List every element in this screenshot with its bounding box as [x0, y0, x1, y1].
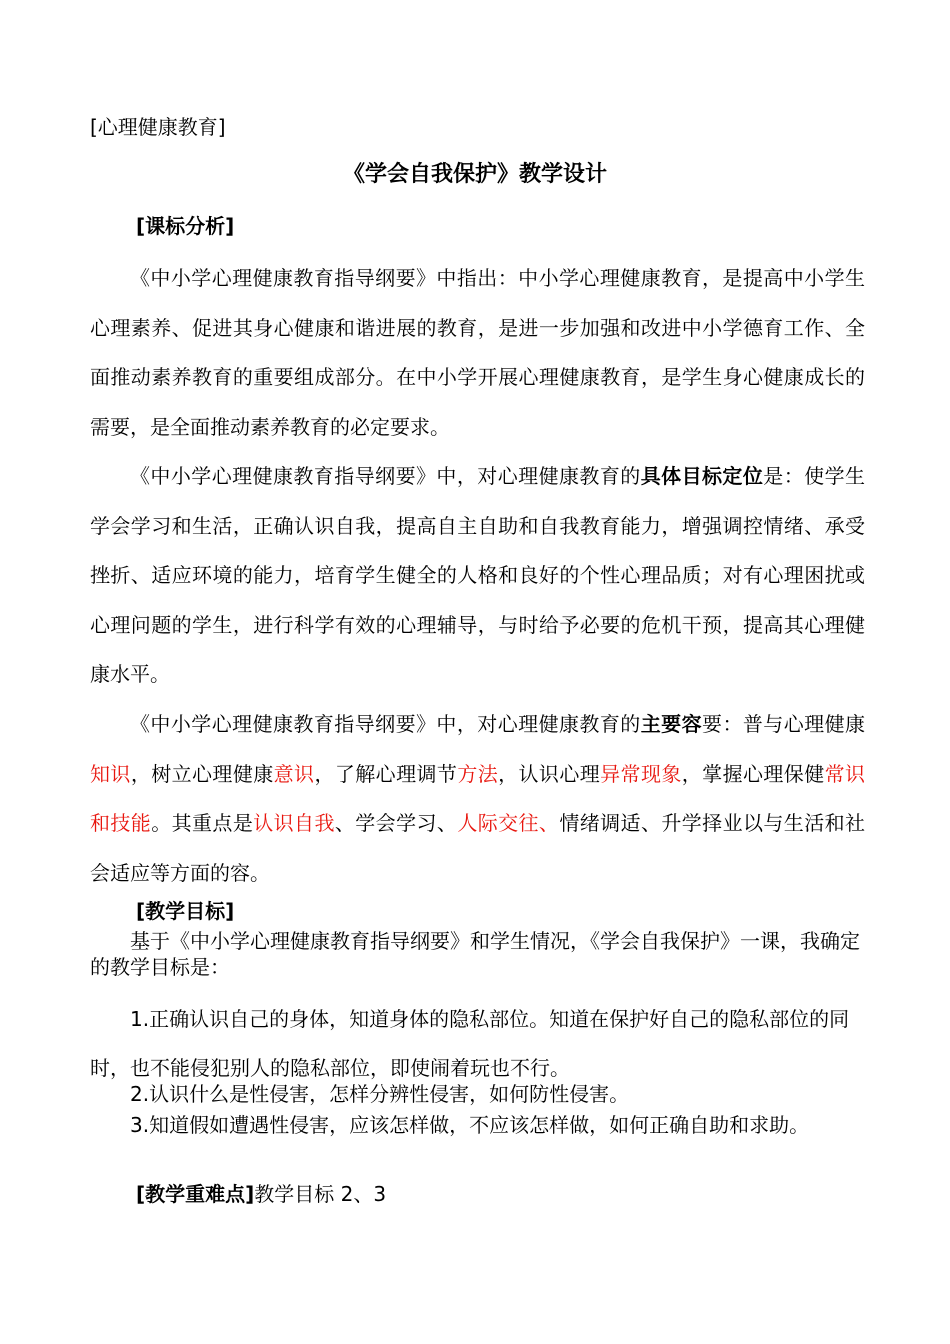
paragraph-text: 情绪调适、升学择业以与生活和社会适应等方面的容。 [90, 811, 866, 885]
goals-intro: 基于《中小学心理健康教育指导纲要》和学生情况，《学会自我保护》一课，我确定的教学目标是： [90, 929, 860, 979]
paragraph-text: 。其重点是 [151, 811, 254, 835]
goal-item-2: 2.认识什么是性侵害，怎样分辨性侵害，如何防性侵害。 [130, 1082, 630, 1106]
bold-term: 主要容 [640, 712, 703, 736]
subject-tag: [心理健康教育] [90, 115, 226, 139]
highlight-term: 常识和技能 [90, 761, 866, 835]
goal-item-1: 1.正确认识自己的身体，知道身体的隐私部位。知道在保护好自己的隐私部位的同时，也不能侵犯别人的隐私部位，即使闹着玩也不行。 [90, 1007, 850, 1080]
paragraph-text: 、学会学习、 [334, 811, 458, 835]
paragraph-text: 《中小学心理健康教育指导纲要》中，对心理健康教育的 [130, 464, 641, 488]
document-title: 《学会自我保护》教学设计 [342, 162, 607, 187]
section-heading-analysis: [课标分析] [136, 214, 235, 238]
analysis-paragraph-3 [90, 700, 865, 898]
highlight-term: 认识自我 [253, 811, 335, 835]
highlight-term: 意识 [273, 761, 315, 786]
paragraph-text: ，认识心理 [498, 761, 601, 786]
section-heading-goals: [教学目标] [136, 899, 235, 923]
bold-term: 具体目标定位 [640, 464, 764, 488]
highlight-term: 异常现象 [600, 761, 682, 786]
paragraph-text: ，了解心理调节 [314, 761, 458, 786]
highlight-term: 方法 [457, 761, 499, 786]
section-heading-key-points: [教学重难点] [136, 1182, 255, 1206]
analysis-paragraph-1: 《中小学心理健康教育指导纲要》中指出：中小学心理健康教育，是提高中小学生心理素养、促进其身心健康和谐进展的教育，是进一步加强和改进中小学德育工作、全面推动素养教育的重要组成部分。在中小学开展心理健康教育，是学生身心健康成长的需要，是全面推动素养教育的必定要求。 [90, 266, 865, 439]
key-points-text: 教学目标 2、3 [254, 1182, 387, 1206]
analysis-paragraph-2 [90, 452, 865, 700]
paragraph-text: ，树立心理健康 [130, 761, 274, 786]
paragraph-text: ，掌握心理保健 [681, 761, 825, 786]
paragraph-text: 要：普与心理健康 [702, 712, 866, 736]
goal-item-3: 3.知道假如遭遇性侵害，应该怎样做，不应该怎样做，如何正确自助和求助。 [130, 1113, 810, 1137]
highlight-term: 知识 [90, 761, 131, 786]
paragraph-text: 《中小学心理健康教育指导纲要》中，对心理健康教育的 [130, 712, 641, 736]
key-points-line [90, 1180, 865, 1208]
paragraph-text: 是：使学生学会学习和生活，正确认识自我，提高自主自助和自我教育能力，增强调控情绪、承受挫折、适应环境的能力，培育学生健全的人格和良好的个性心理品质；对有心理困扰或心理问题的学生，进行科学有效的心理辅导，与时给予必要的危机干预，提高其心理健康水平。 [90, 464, 866, 686]
highlight-term: 人际交往、 [457, 811, 560, 835]
